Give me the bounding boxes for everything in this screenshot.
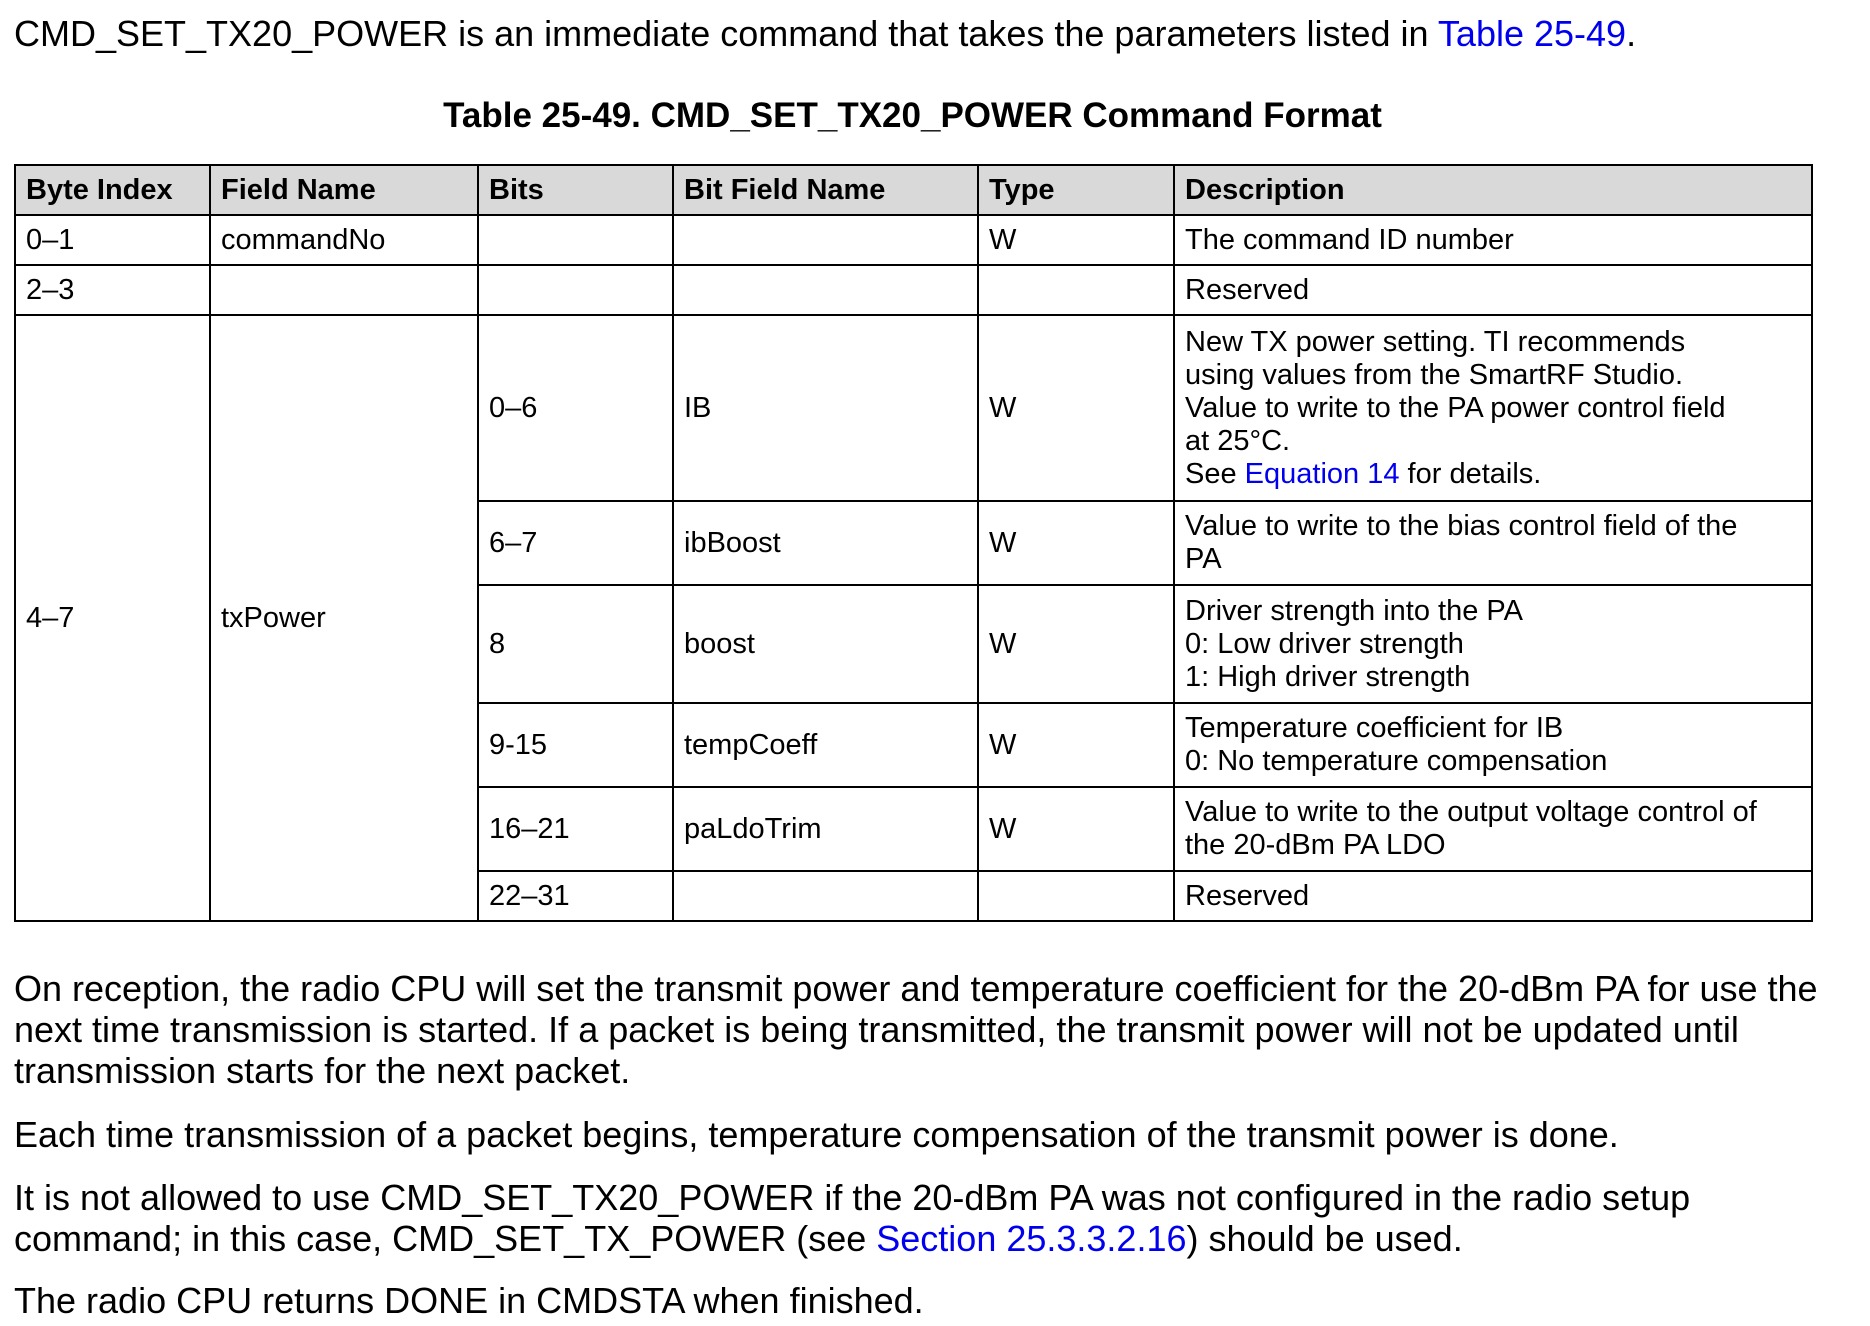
cell-type [978, 871, 1174, 921]
description-line: at 25°C. [1185, 424, 1291, 457]
command-format-table [14, 164, 1813, 922]
cell-type: W [978, 787, 1174, 871]
description-line: PA [1185, 543, 1222, 575]
cell-bit-field-name [673, 265, 978, 315]
intro-sentence [14, 12, 1636, 56]
description-line: using values from the SmartRF Studio. [1185, 358, 1684, 391]
cell-description [1174, 585, 1812, 703]
cell-description [1174, 703, 1812, 787]
paragraph-temperature-compensation: Each time transmission of a packet begins, temperature compensation of the transmit power is done. [14, 1114, 1619, 1155]
section-reference-link[interactable]: Section 25.3.3.2.16 [876, 1218, 1187, 1259]
paragraph-text: It is not allowed to use CMD_SET_TX20_POWER if the 20-dBm PA was not configured in the radio setup command; in this case, CMD_SET_TX_POWER (see [14, 1177, 1691, 1259]
details-text: for details. [1399, 457, 1542, 490]
cell-type: W [978, 501, 1174, 585]
cell-type: W [978, 585, 1174, 703]
cell-bits: 16–21 [478, 787, 673, 871]
description-line: Value to write to the PA power control field [1185, 391, 1726, 424]
cell-bit-field-name [673, 871, 978, 921]
cell-type [978, 265, 1174, 315]
paragraph-reception: On reception, the radio CPU will set the transmit power and temperature coefficient for the 20-dBm PA for use the next time transmission is started. If a packet is being transmitted, the transmit power will not be updated until transmission starts for the next packet. [14, 968, 1818, 1091]
cell-bit-field-name: tempCoeff [673, 703, 978, 787]
header-description: Description [1174, 165, 1812, 215]
cell-type: W [978, 315, 1174, 501]
cell-bit-field-name: paLdoTrim [673, 787, 978, 871]
description-line: Value to write to the bias control field of the [1185, 510, 1738, 542]
cell-bit-field-name: IB [673, 315, 978, 501]
cell-bits: 6–7 [478, 501, 673, 585]
description-line: New TX power setting. TI recommends [1185, 325, 1686, 358]
cell-byte-index: 0–1 [15, 215, 210, 265]
cell-description: The command ID number [1174, 215, 1812, 265]
cell-field-name: txPower [210, 315, 478, 921]
paragraph-done: The radio CPU returns DONE in CMDSTA when finished. [14, 1280, 924, 1321]
cell-bits [478, 215, 673, 265]
cell-byte-index: 4–7 [15, 315, 210, 921]
header-field-name: Field Name [210, 165, 478, 215]
intro-text: CMD_SET_TX20_POWER is an immediate command that takes the parameters listed in [14, 13, 1438, 54]
cell-description [1174, 501, 1812, 585]
cell-field-name [210, 265, 478, 315]
intro-period: . [1626, 13, 1637, 54]
paragraph-not-allowed [14, 1177, 1854, 1259]
description-line: Driver strength into the PA [1185, 594, 1523, 627]
header-byte-index: Byte Index [15, 165, 210, 215]
cell-type: W [978, 703, 1174, 787]
header-bit-field-name: Bit Field Name [673, 165, 978, 215]
description-line: 1: High driver strength [1185, 660, 1471, 693]
table-reference-link[interactable]: Table 25-49 [1437, 13, 1627, 54]
cell-description: Reserved [1174, 265, 1812, 315]
see-text: See [1185, 457, 1245, 490]
description-line: 0: No temperature compensation [1185, 745, 1608, 777]
header-type: Type [978, 165, 1174, 215]
cell-bits: 0–6 [478, 315, 673, 501]
cell-type: W [978, 215, 1174, 265]
description-line: Temperature coefficient for IB [1185, 712, 1564, 744]
table-header-row [15, 165, 1812, 215]
description-line: 0: Low driver strength [1185, 627, 1464, 660]
cell-bits: 9-15 [478, 703, 673, 787]
cell-bit-field-name: ibBoost [673, 501, 978, 585]
description-line [1185, 458, 1801, 491]
paragraph-text: ) should be used. [1186, 1218, 1463, 1259]
cell-byte-index: 2–3 [15, 265, 210, 315]
description-line: the 20-dBm PA LDO [1185, 829, 1446, 861]
description-line: Value to write to the output voltage control of [1185, 796, 1757, 828]
cell-bits: 22–31 [478, 871, 673, 921]
header-bits: Bits [478, 165, 673, 215]
table-row [15, 265, 1812, 315]
cell-bits: 8 [478, 585, 673, 703]
cell-description [1174, 315, 1812, 501]
table-caption: Table 25-49. CMD_SET_TX20_POWER Command Format [443, 96, 1382, 135]
cell-bit-field-name: boost [673, 585, 978, 703]
table-row [15, 315, 1812, 501]
table-row [15, 215, 1812, 265]
cell-bit-field-name [673, 215, 978, 265]
cell-bits [478, 265, 673, 315]
equation-reference-link[interactable]: Equation 14 [1244, 457, 1400, 490]
cell-field-name: commandNo [210, 215, 478, 265]
cell-description [1174, 787, 1812, 871]
cell-description: Reserved [1174, 871, 1812, 921]
